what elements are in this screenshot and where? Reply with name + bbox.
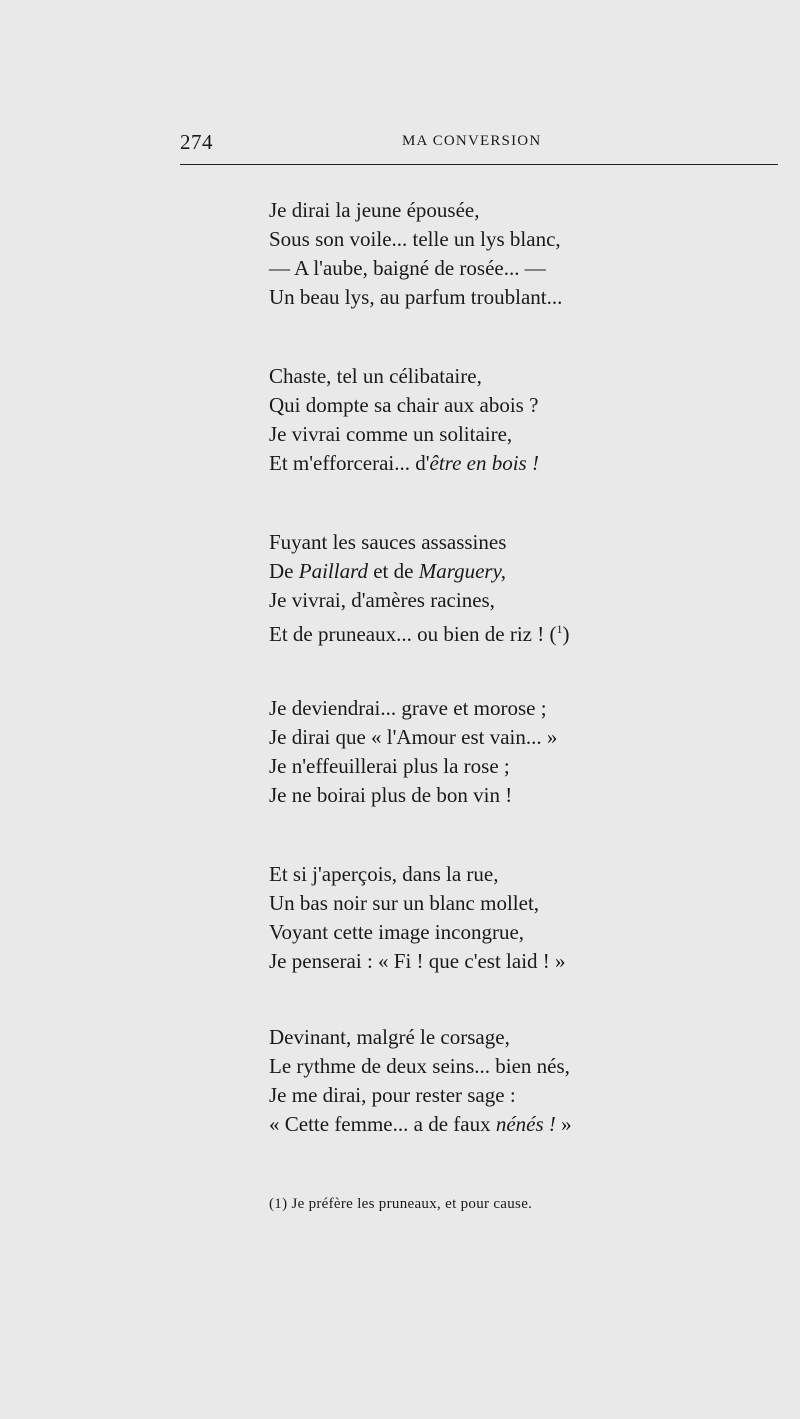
running-title: MA CONVERSION [402,133,542,149]
verse-line: Je me dirai, pour rester sage : [269,1083,516,1107]
verse-text: De [269,559,299,583]
verse-line: Chaste, tel un célibataire, [269,364,482,388]
italic-name: Marguery, [418,559,507,583]
verse-line: Devinant, malgré le corsage, [269,1025,510,1049]
stanza-2 [269,362,649,478]
verse-line: — A l'aube, baigné de rosée... — [269,256,546,280]
italic-phrase: être en bois ! [429,451,539,475]
running-head [180,130,780,158]
italic-word: nénés ! [495,1112,556,1136]
verse-text: Et m'efforcerai... d' [269,451,430,475]
verse-line: Je vivrai comme un solitaire, [269,422,513,446]
stanza-1 [269,196,649,312]
verse-line: Un beau lys, au parfum troublant... [269,285,563,309]
verse-line [269,449,649,478]
verse-line [269,1110,649,1139]
verse-line: Et si j'aperçois, dans la rue, [269,862,499,886]
verse-text: et de [367,559,419,583]
verse-line: Voyant cette image incongrue, [269,920,525,944]
verse-line: Je n'effeuillerai plus la rose ; [269,754,510,778]
verse-line: Je dirai que « l'Amour est vain... » [269,725,558,749]
stanza-4 [269,694,649,810]
verse-text: » [555,1112,572,1136]
verse-line: Je vivrai, d'amères racines, [269,588,495,612]
italic-name: Paillard [298,559,368,583]
stanza-3 [269,528,649,649]
verse-line: Je penserai : « Fi ! que c'est laid ! » [269,949,566,973]
verse-line [269,557,649,586]
verse-line: Qui dompte sa chair aux abois ? [269,393,539,417]
verse-text: « Cette femme... a de faux [269,1112,496,1136]
verse-line: Je dirai la jeune épousée, [269,198,480,222]
stanza-6 [269,1023,649,1139]
verse-line: Sous son voile... telle un lys blanc, [269,227,561,251]
verse-line: Un bas noir sur un blanc mollet, [269,891,540,915]
verse-text: Et de pruneaux... ou bien de riz ! ( [269,622,557,646]
verse-line: Je ne boirai plus de bon vin ! [269,783,513,807]
verse-text: ) [562,622,570,646]
footnote: (1) Je préfère les pruneaux, et pour cause. [269,1196,533,1212]
verse-line: Le rythme de deux seins... bien nés, [269,1054,570,1078]
stanza-5 [269,860,649,976]
verse-line: Fuyant les sauces assassines [269,530,507,554]
page-number: 274 [180,130,213,154]
header-rule [180,164,778,165]
verse-line: Je deviendrai... grave et morose ; [269,696,547,720]
footnote-marker: 1 [556,622,563,636]
verse-line [269,615,649,649]
